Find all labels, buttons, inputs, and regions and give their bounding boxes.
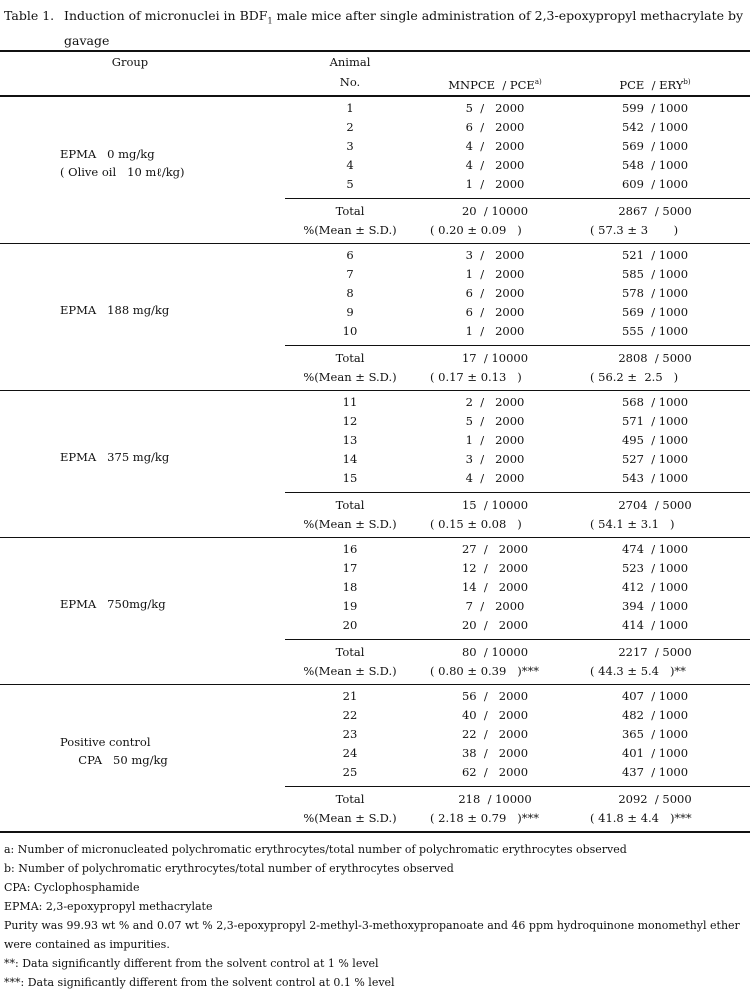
- mnpce-value: 1 / 2000: [465, 433, 525, 447]
- animal-no: 10: [342, 324, 358, 338]
- mean-mnpce: ( 0.15 ± 0.08 ): [430, 517, 522, 531]
- animal-no: 14: [342, 452, 358, 466]
- mnpce-value: 40 / 2000: [461, 708, 529, 722]
- table-title: [64, 6, 744, 50]
- group-name: EPMA 750mg/kg: [60, 597, 166, 611]
- pce-value: 599 / 1000: [621, 101, 689, 115]
- table-row: [0, 431, 750, 450]
- animal-no: 19: [342, 599, 358, 613]
- footnote: Purity was 99.93 wt % and 0.07 wt % 2,3-epoxypropyl 2-methyl-3-methoxypropanoate and 46 ppm hydroquinone monomethyl ether were contained as impurities.: [4, 919, 740, 951]
- mnpce-value: 38 / 2000: [461, 746, 529, 760]
- animal-no: 13: [342, 433, 358, 447]
- mnpce-value: 4 / 2000: [465, 139, 525, 153]
- table-row: [0, 763, 750, 782]
- mean-pce: ( 44.3 ± 5.4 )**: [590, 664, 686, 678]
- total-pce: 2808 / 5000: [618, 351, 692, 365]
- mnpce-value: 20 / 2000: [461, 618, 529, 632]
- animal-no: 7: [346, 267, 354, 281]
- total-label: Total: [335, 645, 365, 659]
- table-row: [0, 322, 750, 341]
- animal-no: 18: [342, 580, 358, 594]
- table-row: [0, 450, 750, 469]
- animal-no: 15: [342, 471, 358, 485]
- table-label: Table 1.: [4, 8, 55, 23]
- footnote-ref-a: a): [534, 78, 542, 86]
- table-row: [0, 469, 750, 488]
- header-pce: [580, 73, 730, 95]
- pce-value: 523 / 1000: [621, 561, 689, 575]
- mean-pce: ( 41.8 ± 4.4 )***: [590, 811, 692, 825]
- group-rule: [0, 831, 750, 833]
- table-row: [0, 706, 750, 725]
- mnpce-value: 27 / 2000: [461, 542, 529, 556]
- mnpce-value: 6 / 2000: [465, 120, 525, 134]
- table-row: [0, 118, 750, 137]
- mean-mnpce: ( 0.17 ± 0.13 ): [430, 370, 522, 384]
- mnpce-value: 3 / 2000: [465, 248, 525, 262]
- table-row: [0, 559, 750, 578]
- pce-value: 401 / 1000: [621, 746, 689, 760]
- animal-no: 12: [342, 414, 358, 428]
- table-row: [0, 284, 750, 303]
- pce-value: 495 / 1000: [621, 433, 689, 447]
- mnpce-value: 1 / 2000: [465, 267, 525, 281]
- table-row: [0, 393, 750, 412]
- table-row: [0, 175, 750, 194]
- mean-row: [0, 515, 750, 534]
- group-block: [0, 244, 750, 391]
- total-pce: 2217 / 5000: [618, 645, 692, 659]
- footnotes: [4, 840, 744, 991]
- mnpce-value: 14 / 2000: [461, 580, 529, 594]
- pce-value: 521 / 1000: [621, 248, 689, 262]
- pce-value: 543 / 1000: [621, 471, 689, 485]
- subtotal-rule: [285, 786, 750, 787]
- mean-pce: ( 57.3 ± 3 ): [590, 223, 679, 237]
- animal-no: 23: [342, 727, 358, 741]
- subtotal-rule: [285, 198, 750, 199]
- mean-row: [0, 221, 750, 240]
- table-row: [0, 303, 750, 322]
- pce-value: 555 / 1000: [621, 324, 689, 338]
- mean-row: [0, 368, 750, 387]
- total-mnpce: 80 / 10000: [461, 645, 529, 659]
- footnote: EPMA: 2,3-epoxypropyl methacrylate: [4, 900, 213, 913]
- total-label: Total: [335, 498, 365, 512]
- pce-value: 585 / 1000: [621, 267, 689, 281]
- subtotal-rule: [285, 345, 750, 346]
- title-subscript: 1: [267, 16, 273, 26]
- total-mnpce: 17 / 10000: [461, 351, 529, 365]
- total-mnpce: 20 / 10000: [461, 204, 529, 218]
- animal-no: 2: [346, 120, 354, 134]
- pce-value: 474 / 1000: [621, 542, 689, 556]
- mnpce-value: 4 / 2000: [465, 471, 525, 485]
- pce-value: 548 / 1000: [621, 158, 689, 172]
- animal-no: 21: [342, 689, 358, 703]
- header-animal-no: No.: [339, 75, 361, 89]
- top-rule: [0, 50, 750, 52]
- table-row: [0, 137, 750, 156]
- mnpce-value: 22 / 2000: [461, 727, 529, 741]
- header-group: Group: [111, 55, 149, 69]
- mnpce-value: 7 / 2000: [465, 599, 525, 613]
- total-row: [0, 349, 750, 368]
- group-block: [0, 97, 750, 244]
- total-pce: 2092 / 5000: [618, 792, 692, 806]
- table-row: [0, 412, 750, 431]
- footnote: a: Number of micronucleated polychromatic erythrocytes/total number of polychromatic erythrocytes observed: [4, 843, 627, 856]
- animal-no: 24: [342, 746, 358, 760]
- footnote: **: Data significantly different from the solvent control at 1 % level: [4, 957, 379, 970]
- mean-row: [0, 809, 750, 828]
- animal-no: 16: [342, 542, 358, 556]
- title-text: Induction of micronuclei in BDF: [64, 8, 268, 23]
- pce-value: 569 / 1000: [621, 305, 689, 319]
- footnote-ref-b: b): [683, 78, 691, 86]
- header-mnpce-label: MNPCE / PCE: [448, 77, 535, 92]
- animal-no: 22: [342, 708, 358, 722]
- mnpce-value: 2 / 2000: [465, 395, 525, 409]
- mean-label: %(Mean ± S.D.): [303, 811, 397, 825]
- subtotal-rule: [285, 492, 750, 493]
- mean-label: %(Mean ± S.D.): [303, 664, 397, 678]
- header-mnpce: [420, 73, 570, 95]
- mnpce-value: 62 / 2000: [461, 765, 529, 779]
- total-label: Total: [335, 351, 365, 365]
- mean-mnpce: ( 0.20 ± 0.09 ): [430, 223, 522, 237]
- table-header: [0, 53, 750, 93]
- header-animal: Animal: [329, 55, 371, 69]
- table-row: [0, 744, 750, 763]
- mnpce-value: 5 / 2000: [465, 414, 525, 428]
- table-row: [0, 616, 750, 635]
- table-row: [0, 687, 750, 706]
- total-label: Total: [335, 792, 365, 806]
- pce-value: 365 / 1000: [621, 727, 689, 741]
- group-block: [0, 685, 750, 832]
- footnote: CPA: Cyclophosphamide: [4, 881, 140, 894]
- pce-value: 542 / 1000: [621, 120, 689, 134]
- table-row: [0, 246, 750, 265]
- mean-mnpce: ( 2.18 ± 0.79 )***: [430, 811, 540, 825]
- table-row: [0, 156, 750, 175]
- pce-value: 609 / 1000: [621, 177, 689, 191]
- total-mnpce: 15 / 10000: [461, 498, 529, 512]
- total-pce: 2704 / 5000: [618, 498, 692, 512]
- mean-label: %(Mean ± S.D.): [303, 223, 397, 237]
- table-row: [0, 540, 750, 559]
- animal-no: 8: [346, 286, 354, 300]
- total-label: Total: [335, 204, 365, 218]
- group-name: EPMA 188 mg/kg: [60, 303, 170, 317]
- header-pce-label: PCE / ERY: [619, 77, 684, 92]
- pce-value: 407 / 1000: [621, 689, 689, 703]
- total-row: [0, 790, 750, 809]
- mnpce-value: 12 / 2000: [461, 561, 529, 575]
- pce-value: 569 / 1000: [621, 139, 689, 153]
- table-row: [0, 578, 750, 597]
- total-row: [0, 202, 750, 221]
- total-row: [0, 643, 750, 662]
- pce-value: 394 / 1000: [621, 599, 689, 613]
- mnpce-value: 4 / 2000: [465, 158, 525, 172]
- pce-value: 568 / 1000: [621, 395, 689, 409]
- animal-no: 25: [342, 765, 358, 779]
- table-row: [0, 597, 750, 616]
- total-mnpce: 218 / 10000: [458, 792, 532, 806]
- pce-value: 482 / 1000: [621, 708, 689, 722]
- pce-value: 414 / 1000: [621, 618, 689, 632]
- mnpce-value: 1 / 2000: [465, 177, 525, 191]
- mean-pce: ( 54.1 ± 3.1 ): [590, 517, 675, 531]
- mnpce-value: 1 / 2000: [465, 324, 525, 338]
- pce-value: 578 / 1000: [621, 286, 689, 300]
- mean-row: [0, 662, 750, 681]
- animal-no: 17: [342, 561, 358, 575]
- title-text-rest: male mice after single administration of 2,3-epoxypropyl methacrylate by gavage: [64, 8, 744, 48]
- animal-no: 20: [342, 618, 358, 632]
- footnote: b: Number of polychromatic erythrocytes/total number of erythrocytes observed: [4, 862, 454, 875]
- mnpce-value: 3 / 2000: [465, 452, 525, 466]
- animal-no: 6: [346, 248, 354, 262]
- animal-no: 3: [346, 139, 354, 153]
- mnpce-value: 6 / 2000: [465, 305, 525, 319]
- pce-value: 527 / 1000: [621, 452, 689, 466]
- pce-value: 571 / 1000: [621, 414, 689, 428]
- mean-mnpce: ( 0.80 ± 0.39 )***: [430, 664, 540, 678]
- total-row: [0, 496, 750, 515]
- pce-value: 437 / 1000: [621, 765, 689, 779]
- mean-label: %(Mean ± S.D.): [303, 370, 397, 384]
- table-row: [0, 265, 750, 284]
- mnpce-value: 5 / 2000: [465, 101, 525, 115]
- group-block: [0, 538, 750, 685]
- total-pce: 2867 / 5000: [618, 204, 692, 218]
- group-block: [0, 391, 750, 538]
- table-row: [0, 725, 750, 744]
- pce-value: 412 / 1000: [621, 580, 689, 594]
- mnpce-value: 56 / 2000: [461, 689, 529, 703]
- animal-no: 1: [346, 101, 354, 115]
- animal-no: 9: [346, 305, 354, 319]
- animal-no: 4: [346, 158, 354, 172]
- group-name: EPMA 375 mg/kg: [60, 450, 170, 464]
- footnote: ***: Data significantly different from the solvent control at 0.1 % level: [4, 976, 395, 989]
- mean-pce: ( 56.2 ± 2.5 ): [590, 370, 679, 384]
- mnpce-value: 6 / 2000: [465, 286, 525, 300]
- group-name: Positive control CPA 50 mg/kg: [60, 735, 168, 767]
- animal-no: 11: [342, 395, 358, 409]
- subtotal-rule: [285, 639, 750, 640]
- group-name: EPMA 0 mg/kg ( Olive oil 10 mℓ/kg): [60, 147, 185, 179]
- mean-label: %(Mean ± S.D.): [303, 517, 397, 531]
- animal-no: 5: [346, 177, 354, 191]
- table-row: [0, 99, 750, 118]
